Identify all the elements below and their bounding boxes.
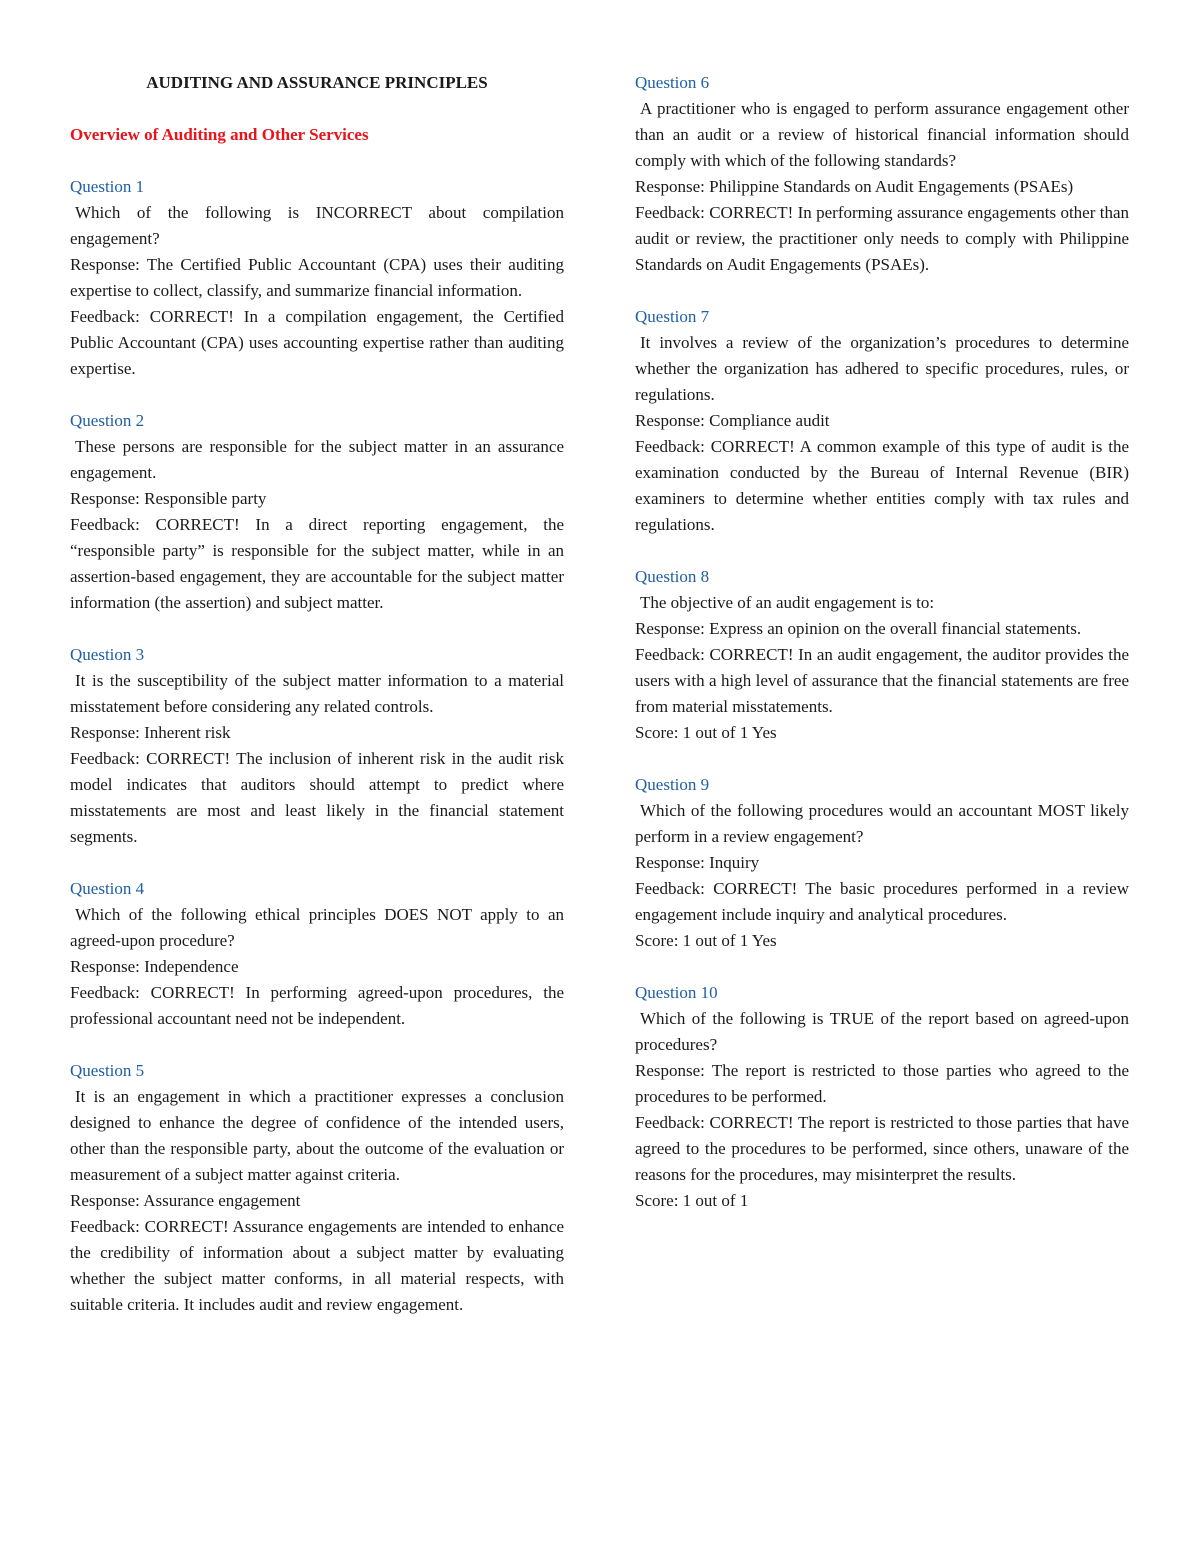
question-feedback: Feedback: CORRECT! In a direct reporting engagement, the “responsible party” is responsible for the subject matter, while in an assertion-based engagement, they are accountable for the subject matter information (the assertion) and subject matter.	[70, 515, 564, 612]
question-response: Response: Compliance audit	[635, 411, 830, 430]
question-response: Response: The report is restricted to those parties who agreed to the procedures to be performed.	[635, 1061, 1129, 1106]
question-response: Response: Philippine Standards on Audit Engagements (PSAEs)	[635, 177, 1074, 196]
right-column	[635, 70, 1129, 1240]
question-text: The objective of an audit engagement is to:	[640, 593, 935, 612]
question-text: These persons are responsible for the subject matter in an assurance engagement.	[70, 437, 564, 482]
left-column	[70, 70, 564, 1344]
question-feedback: Feedback: CORRECT! In performing agreed-upon procedures, the professional accountant need not be independent.	[70, 983, 564, 1028]
question-label: Question 2	[70, 411, 145, 430]
question-label: Question 5	[70, 1061, 145, 1080]
document-title: AUDITING AND ASSURANCE PRINCIPLES	[146, 73, 488, 92]
question-response: Response: Inherent risk	[70, 723, 231, 742]
question-feedback: Feedback: CORRECT! A common example of this type of audit is the examination conducted by the Bureau of Internal Revenue (BIR) examiners to determine whether entities comply with tax rules and regulations.	[635, 437, 1129, 534]
question-block-2	[70, 408, 564, 616]
question-score: Score: 1 out of 1	[635, 1191, 749, 1210]
question-block-9	[635, 772, 1129, 954]
question-score: Score: 1 out of 1 Yes	[635, 723, 777, 742]
question-feedback: Feedback: CORRECT! The inclusion of inherent risk in the audit risk model indicates that auditors should attempt to predict where misstatements are most and least likely in the financial statement segments.	[70, 749, 564, 846]
question-feedback: Feedback: CORRECT! In an audit engagement, the auditor provides the users with a high level of assurance that the financial statements are free from material misstatements.	[635, 645, 1129, 716]
question-score: Score: 1 out of 1 Yes	[635, 931, 777, 950]
question-response: Response: Assurance engagement	[70, 1191, 301, 1210]
question-feedback: Feedback: CORRECT! Assurance engagements are intended to enhance the credibility of information about a subject matter by evaluating whether the subject matter conforms, in all material respects, with suitable criteria. It includes audit and review engagement.	[70, 1217, 564, 1314]
section-title: Overview of Auditing and Other Services	[70, 125, 369, 144]
question-label: Question 7	[635, 307, 710, 326]
question-block-8	[635, 564, 1129, 746]
question-block-1	[70, 174, 564, 382]
question-feedback: Feedback: CORRECT! The report is restricted to those parties that have agreed to the procedures to be performed, since others, unaware of the reasons for the procedures, may misinterpret the results.	[635, 1113, 1129, 1184]
question-response: Response: Independence	[70, 957, 239, 976]
question-label: Question 10	[635, 983, 718, 1002]
question-block-4	[70, 876, 564, 1032]
question-text: It is an engagement in which a practitioner expresses a conclusion designed to enhance the degree of confidence of the intended users, other than the responsible party, about the outcome of the evaluation or measurement of a subject matter against criteria.	[70, 1087, 564, 1184]
question-label: Question 3	[70, 645, 145, 664]
question-label: Question 6	[635, 73, 710, 92]
question-text: A practitioner who is engaged to perform assurance engagement other than an audit or a review of historical financial information should comply with which of the following standards?	[635, 99, 1129, 170]
question-feedback: Feedback: CORRECT! The basic procedures performed in a review engagement include inquiry and analytical procedures.	[635, 879, 1129, 924]
question-response: Response: Inquiry	[635, 853, 760, 872]
question-feedback: Feedback: CORRECT! In performing assurance engagements other than audit or review, the practitioner only needs to comply with Philippine Standards on Audit Engagements (PSAEs).	[635, 203, 1129, 274]
question-text: Which of the following is TRUE of the report based on agreed-upon procedures?	[635, 1009, 1129, 1054]
question-block-7	[635, 304, 1129, 538]
question-response: Response: Express an opinion on the overall financial statements.	[635, 619, 1082, 638]
question-response: Response: The Certified Public Accountant (CPA) uses their auditing expertise to collect, classify, and summarize financial information.	[70, 255, 564, 300]
question-block-3	[70, 642, 564, 850]
question-text: It involves a review of the organization’s procedures to determine whether the organization has adhered to specific procedures, rules, or regulations.	[635, 333, 1129, 404]
question-label: Question 1	[70, 177, 145, 196]
question-text: Which of the following procedures would an accountant MOST likely perform in a review engagement?	[635, 801, 1129, 846]
question-text: It is the susceptibility of the subject matter information to a material misstatement before considering any related controls.	[70, 671, 564, 716]
question-response: Response: Responsible party	[70, 489, 267, 508]
question-block-5	[70, 1058, 564, 1318]
question-block-6	[635, 70, 1129, 278]
question-text: Which of the following ethical principles DOES NOT apply to an agreed-upon procedure?	[70, 905, 564, 950]
question-block-10	[635, 980, 1129, 1214]
question-label: Question 4	[70, 879, 145, 898]
question-label: Question 8	[635, 567, 710, 586]
question-text: Which of the following is INCORRECT about compilation engagement?	[70, 203, 564, 248]
question-feedback: Feedback: CORRECT! In a compilation engagement, the Certified Public Accountant (CPA) uses accounting expertise rather than auditing expertise.	[70, 307, 564, 378]
question-label: Question 9	[635, 775, 710, 794]
